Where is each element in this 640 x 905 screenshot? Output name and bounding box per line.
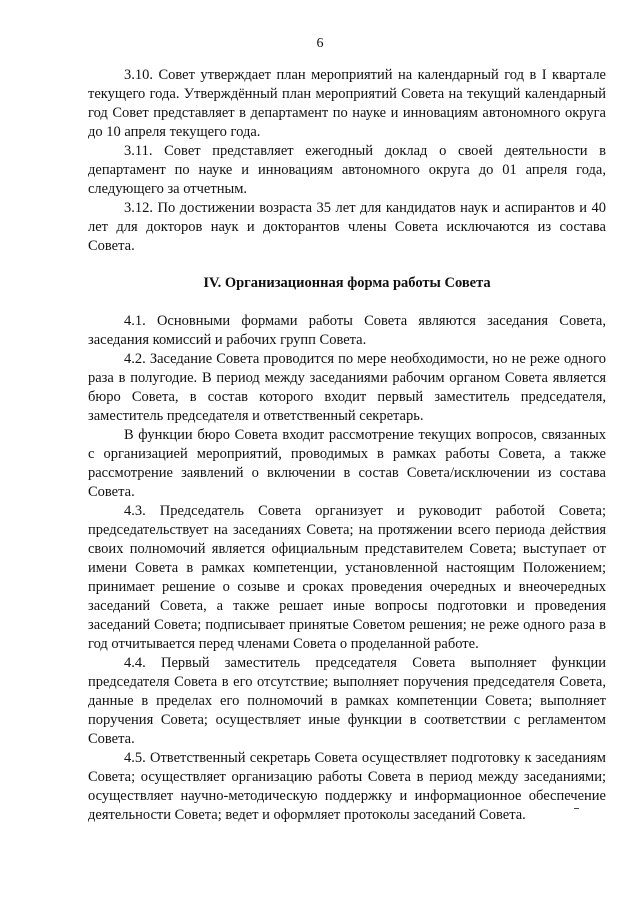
scan-mark [574,808,579,809]
page-number: 6 [316,36,324,51]
section-heading: IV. Организационная форма работы Совета [203,275,491,291]
paragraph-4-4: 4.4. Первый заместитель председателя Совета выполняет функции председателя Совета в его отсутствие; выполняет поручения председателя Совета, данные в пределах его полномочий в рамках компетенции Совета; выполняет поручения Совета; осуществляет иные функции в соответствии с регламентом Совета. [88,655,606,747]
paragraph-3-10: 3.10. Совет утверждает план мероприятий на календарный год в I квартале текущего года. Утверждённый план мероприятий Совета на текущий календарный год Совет представляет в департамент по науке и инновациям автономного округа до 10 апреля текущего года. [88,67,606,140]
paragraph-3-12: 3.12. По достижении возраста 35 лет для кандидатов наук и аспирантов и 40 лет для докторов наук и докторантов члены Совета исключаются из состава Совета. [88,200,606,254]
paragraph-4-3: 4.3. Председатель Совета организует и руководит работой Совета; председательствует на заседаниях Совета; на протяжении всего периода действия своих полномочий является официальным представителем Совета; выступает от имени Совета в рамках компетенции, установленной настоящим Положением; принимает решение о созыве и сроках проведения очередных и внеочередных заседаний Совета, а также решает иные вопросы подготовки и проведения заседаний Совета; подписывает принятые Советом решения; не реже одного раза в год отчитывается перед членами Совета о проделанной работе. [88,503,606,652]
paragraph-4-5: 4.5. Ответственный секретарь Совета осуществляет подготовку к заседаниям Совета; осуществляет организацию работы Совета в период между заседаниями; осуществляет научно-методическую поддержку и информационное обеспечение деятельности Совета; ведет и оформляет протоколы заседаний Совета. [88,750,606,823]
paragraph-4-2: 4.2. Заседание Совета проводится по мере необходимости, но не реже одного раза в полугодие. В период между заседаниями рабочим органом Совета является бюро Совета, в состав которого входит первый заместитель председателя, заместитель председателя и ответственный секретарь. [88,351,606,424]
paragraph-bureau-functions: В функции бюро Совета входит рассмотрение текущих вопросов, связанных с организацией мероприятий, проводимых в рамках работы Совета, а также рассмотрение заявлений о включении в состав Совета/исключении из состава Совета. [88,427,606,500]
paragraph-3-11: 3.11. Совет представляет ежегодный доклад о своей деятельности в департамент по науке и инновациям автономного округа до 01 апреля года, следующего за отчетным. [88,143,606,197]
document-body [88,66,606,825]
paragraph-4-1: 4.1. Основными формами работы Совета являются заседания Совета, заседания комиссий и рабочих групп Совета. [88,313,606,348]
